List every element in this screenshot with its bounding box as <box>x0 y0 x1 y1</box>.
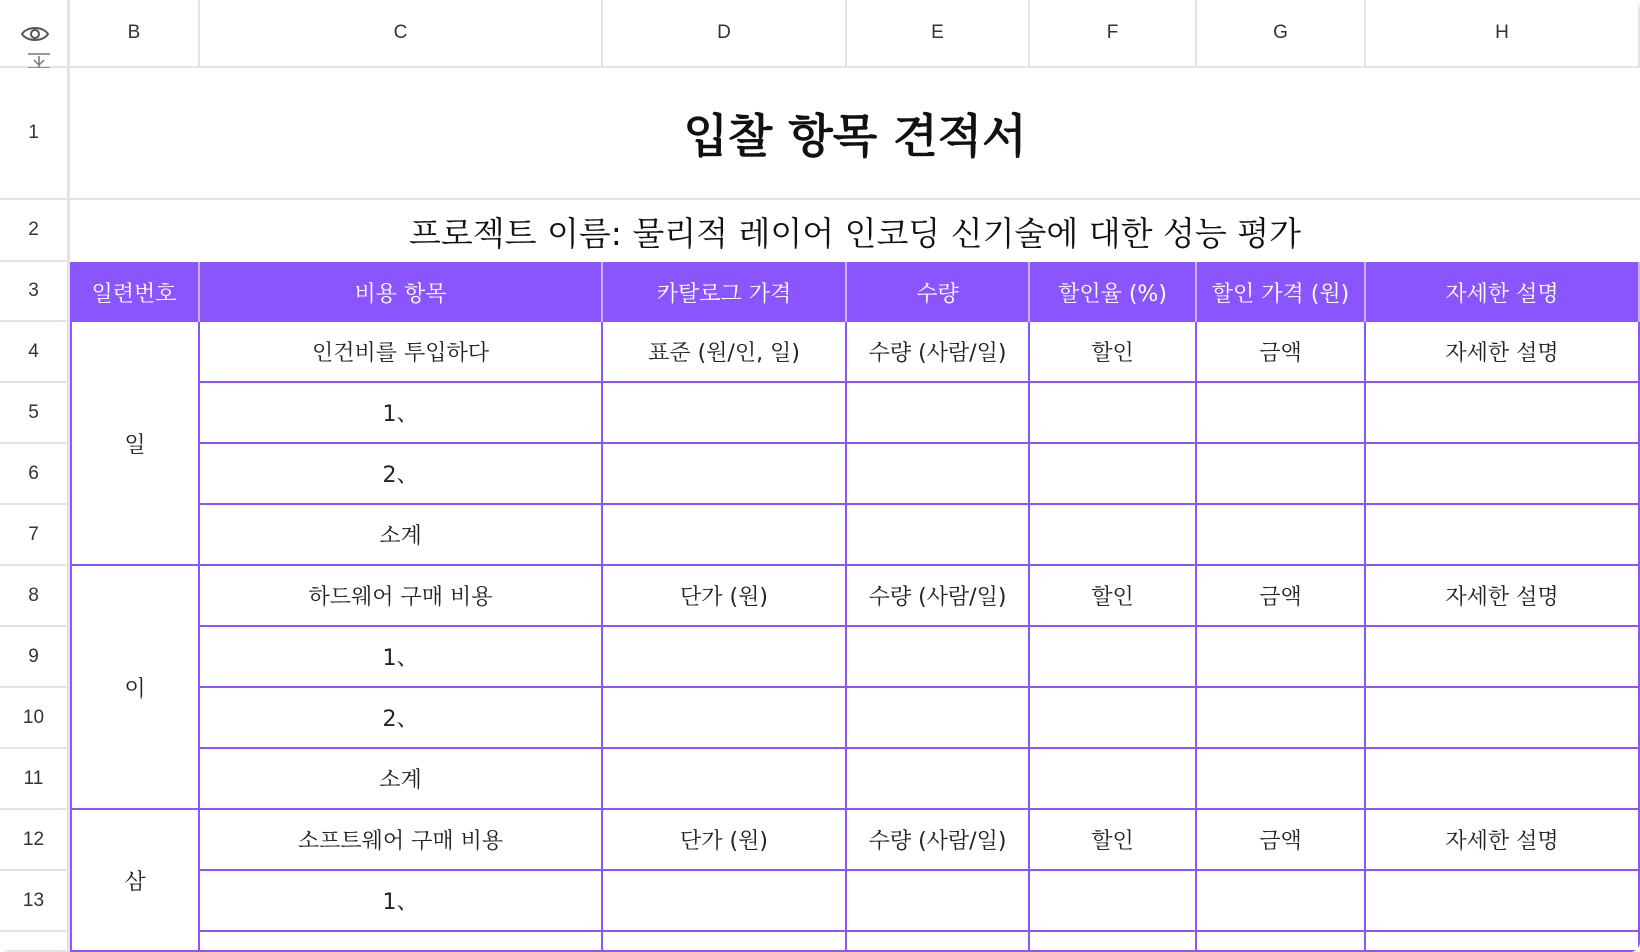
table-cell[interactable]: 수량 (사람/일) <box>847 566 1030 627</box>
row-header-9[interactable]: 9 <box>0 627 70 688</box>
select-all-corner[interactable] <box>0 0 70 68</box>
column-header-g[interactable]: G <box>1197 0 1366 68</box>
header-cell[interactable]: 할인 가격 (원) <box>1197 262 1366 322</box>
table-cell[interactable]: 자세한 설명 <box>1366 810 1640 871</box>
table-cell[interactable]: 자세한 설명 <box>1366 566 1640 627</box>
row-header-13[interactable]: 13 <box>0 871 70 932</box>
table-cell[interactable]: 단가 (원) <box>603 566 847 627</box>
table-cell[interactable] <box>1366 749 1640 810</box>
row-header-11[interactable]: 11 <box>0 749 70 810</box>
table-cell[interactable] <box>603 688 847 749</box>
column-header-b[interactable]: B <box>70 0 200 68</box>
table-cell[interactable] <box>847 627 1030 688</box>
table-cell[interactable] <box>1030 383 1197 444</box>
eye-icon[interactable] <box>20 24 50 44</box>
table-cell[interactable] <box>1197 627 1366 688</box>
table-cell[interactable]: 할인 <box>1030 810 1197 871</box>
table-cell[interactable] <box>847 871 1030 932</box>
table-cell[interactable] <box>847 505 1030 566</box>
group-serial-cell[interactable]: 이 <box>70 566 200 810</box>
table-cell[interactable] <box>847 444 1030 505</box>
header-cell[interactable]: 수량 <box>847 262 1030 322</box>
row-header-14[interactable] <box>0 932 70 952</box>
table-cell[interactable] <box>1197 505 1366 566</box>
table-cell[interactable]: 인건비를 투입하다 <box>200 322 603 383</box>
table-cell[interactable] <box>1197 444 1366 505</box>
table-cell[interactable]: 소프트웨어 구매 비용 <box>200 810 603 871</box>
table-cell[interactable] <box>1197 932 1366 952</box>
table-cell[interactable]: 자세한 설명 <box>1366 322 1640 383</box>
table-cell[interactable] <box>1030 444 1197 505</box>
row-header-6[interactable]: 6 <box>0 444 70 505</box>
row-header-4[interactable]: 4 <box>0 322 70 383</box>
column-header-f[interactable]: F <box>1030 0 1197 68</box>
row-header-7[interactable]: 7 <box>0 505 70 566</box>
table-cell[interactable] <box>1366 932 1640 952</box>
table-cell[interactable] <box>847 688 1030 749</box>
table-cell[interactable] <box>1366 627 1640 688</box>
header-cell[interactable]: 일련번호 <box>70 262 200 322</box>
table-cell[interactable]: 할인 <box>1030 322 1197 383</box>
column-header-d[interactable]: D <box>603 0 847 68</box>
table-cell[interactable] <box>1197 749 1366 810</box>
header-cell[interactable]: 카탈로그 가격 <box>603 262 847 322</box>
table-cell[interactable]: 소계 <box>200 749 603 810</box>
table-cell[interactable]: 수량 (사람/일) <box>847 810 1030 871</box>
table-cell[interactable] <box>603 383 847 444</box>
table-cell[interactable]: 1、 <box>200 383 603 444</box>
table-cell[interactable]: 금액 <box>1197 566 1366 627</box>
table-cell[interactable] <box>603 444 847 505</box>
row-header-3[interactable]: 3 <box>0 262 70 322</box>
table-cell[interactable] <box>1030 749 1197 810</box>
group-serial-cell[interactable]: 삼 <box>70 810 200 952</box>
column-header-c[interactable]: C <box>200 0 603 68</box>
table-cell[interactable] <box>847 932 1030 952</box>
row-header-10[interactable]: 10 <box>0 688 70 749</box>
table-cell[interactable]: 금액 <box>1197 322 1366 383</box>
table-cell[interactable]: 표준 (원/인, 일) <box>603 322 847 383</box>
table-cell[interactable] <box>603 749 847 810</box>
table-cell[interactable] <box>603 505 847 566</box>
table-cell[interactable] <box>1197 383 1366 444</box>
column-header-h[interactable]: H <box>1366 0 1640 68</box>
table-cell[interactable] <box>200 932 603 952</box>
table-cell[interactable]: 1、 <box>200 871 603 932</box>
column-header-e[interactable]: E <box>847 0 1030 68</box>
table-cell[interactable] <box>1030 505 1197 566</box>
row-header-2[interactable]: 2 <box>0 200 70 262</box>
table-cell[interactable] <box>1197 871 1366 932</box>
table-cell[interactable] <box>1366 444 1640 505</box>
table-cell[interactable] <box>603 871 847 932</box>
sheet-title[interactable]: 입찰 항목 견적서 <box>70 68 1640 200</box>
table-cell[interactable]: 단가 (원) <box>603 810 847 871</box>
project-name[interactable]: 프로젝트 이름: 물리적 레이어 인코딩 신기술에 대한 성능 평가 <box>70 200 1640 262</box>
table-cell[interactable] <box>1366 383 1640 444</box>
group-serial-cell[interactable]: 일 <box>70 322 200 566</box>
table-cell[interactable]: 2、 <box>200 688 603 749</box>
table-cell[interactable] <box>847 383 1030 444</box>
table-cell[interactable]: 수량 (사람/일) <box>847 322 1030 383</box>
table-cell[interactable]: 금액 <box>1197 810 1366 871</box>
table-cell[interactable] <box>1030 932 1197 952</box>
table-cell[interactable]: 소계 <box>200 505 603 566</box>
table-cell[interactable] <box>1366 688 1640 749</box>
table-cell[interactable] <box>1197 688 1366 749</box>
row-header-5[interactable]: 5 <box>0 383 70 444</box>
row-header-12[interactable]: 12 <box>0 810 70 871</box>
table-cell[interactable] <box>603 932 847 952</box>
header-cell[interactable]: 비용 항목 <box>200 262 603 322</box>
table-cell[interactable]: 2、 <box>200 444 603 505</box>
table-cell[interactable] <box>603 627 847 688</box>
table-cell[interactable] <box>1366 871 1640 932</box>
table-cell[interactable] <box>1030 627 1197 688</box>
table-cell[interactable] <box>1030 688 1197 749</box>
table-cell[interactable] <box>1366 505 1640 566</box>
row-header-1[interactable]: 1 <box>0 68 70 200</box>
table-cell[interactable]: 하드웨어 구매 비용 <box>200 566 603 627</box>
row-header-8[interactable]: 8 <box>0 566 70 627</box>
table-cell[interactable] <box>847 749 1030 810</box>
header-cell[interactable]: 할인율 (%) <box>1030 262 1197 322</box>
table-cell[interactable]: 1、 <box>200 627 603 688</box>
table-cell[interactable]: 할인 <box>1030 566 1197 627</box>
table-cell[interactable] <box>1030 871 1197 932</box>
header-cell[interactable]: 자세한 설명 <box>1366 262 1640 322</box>
